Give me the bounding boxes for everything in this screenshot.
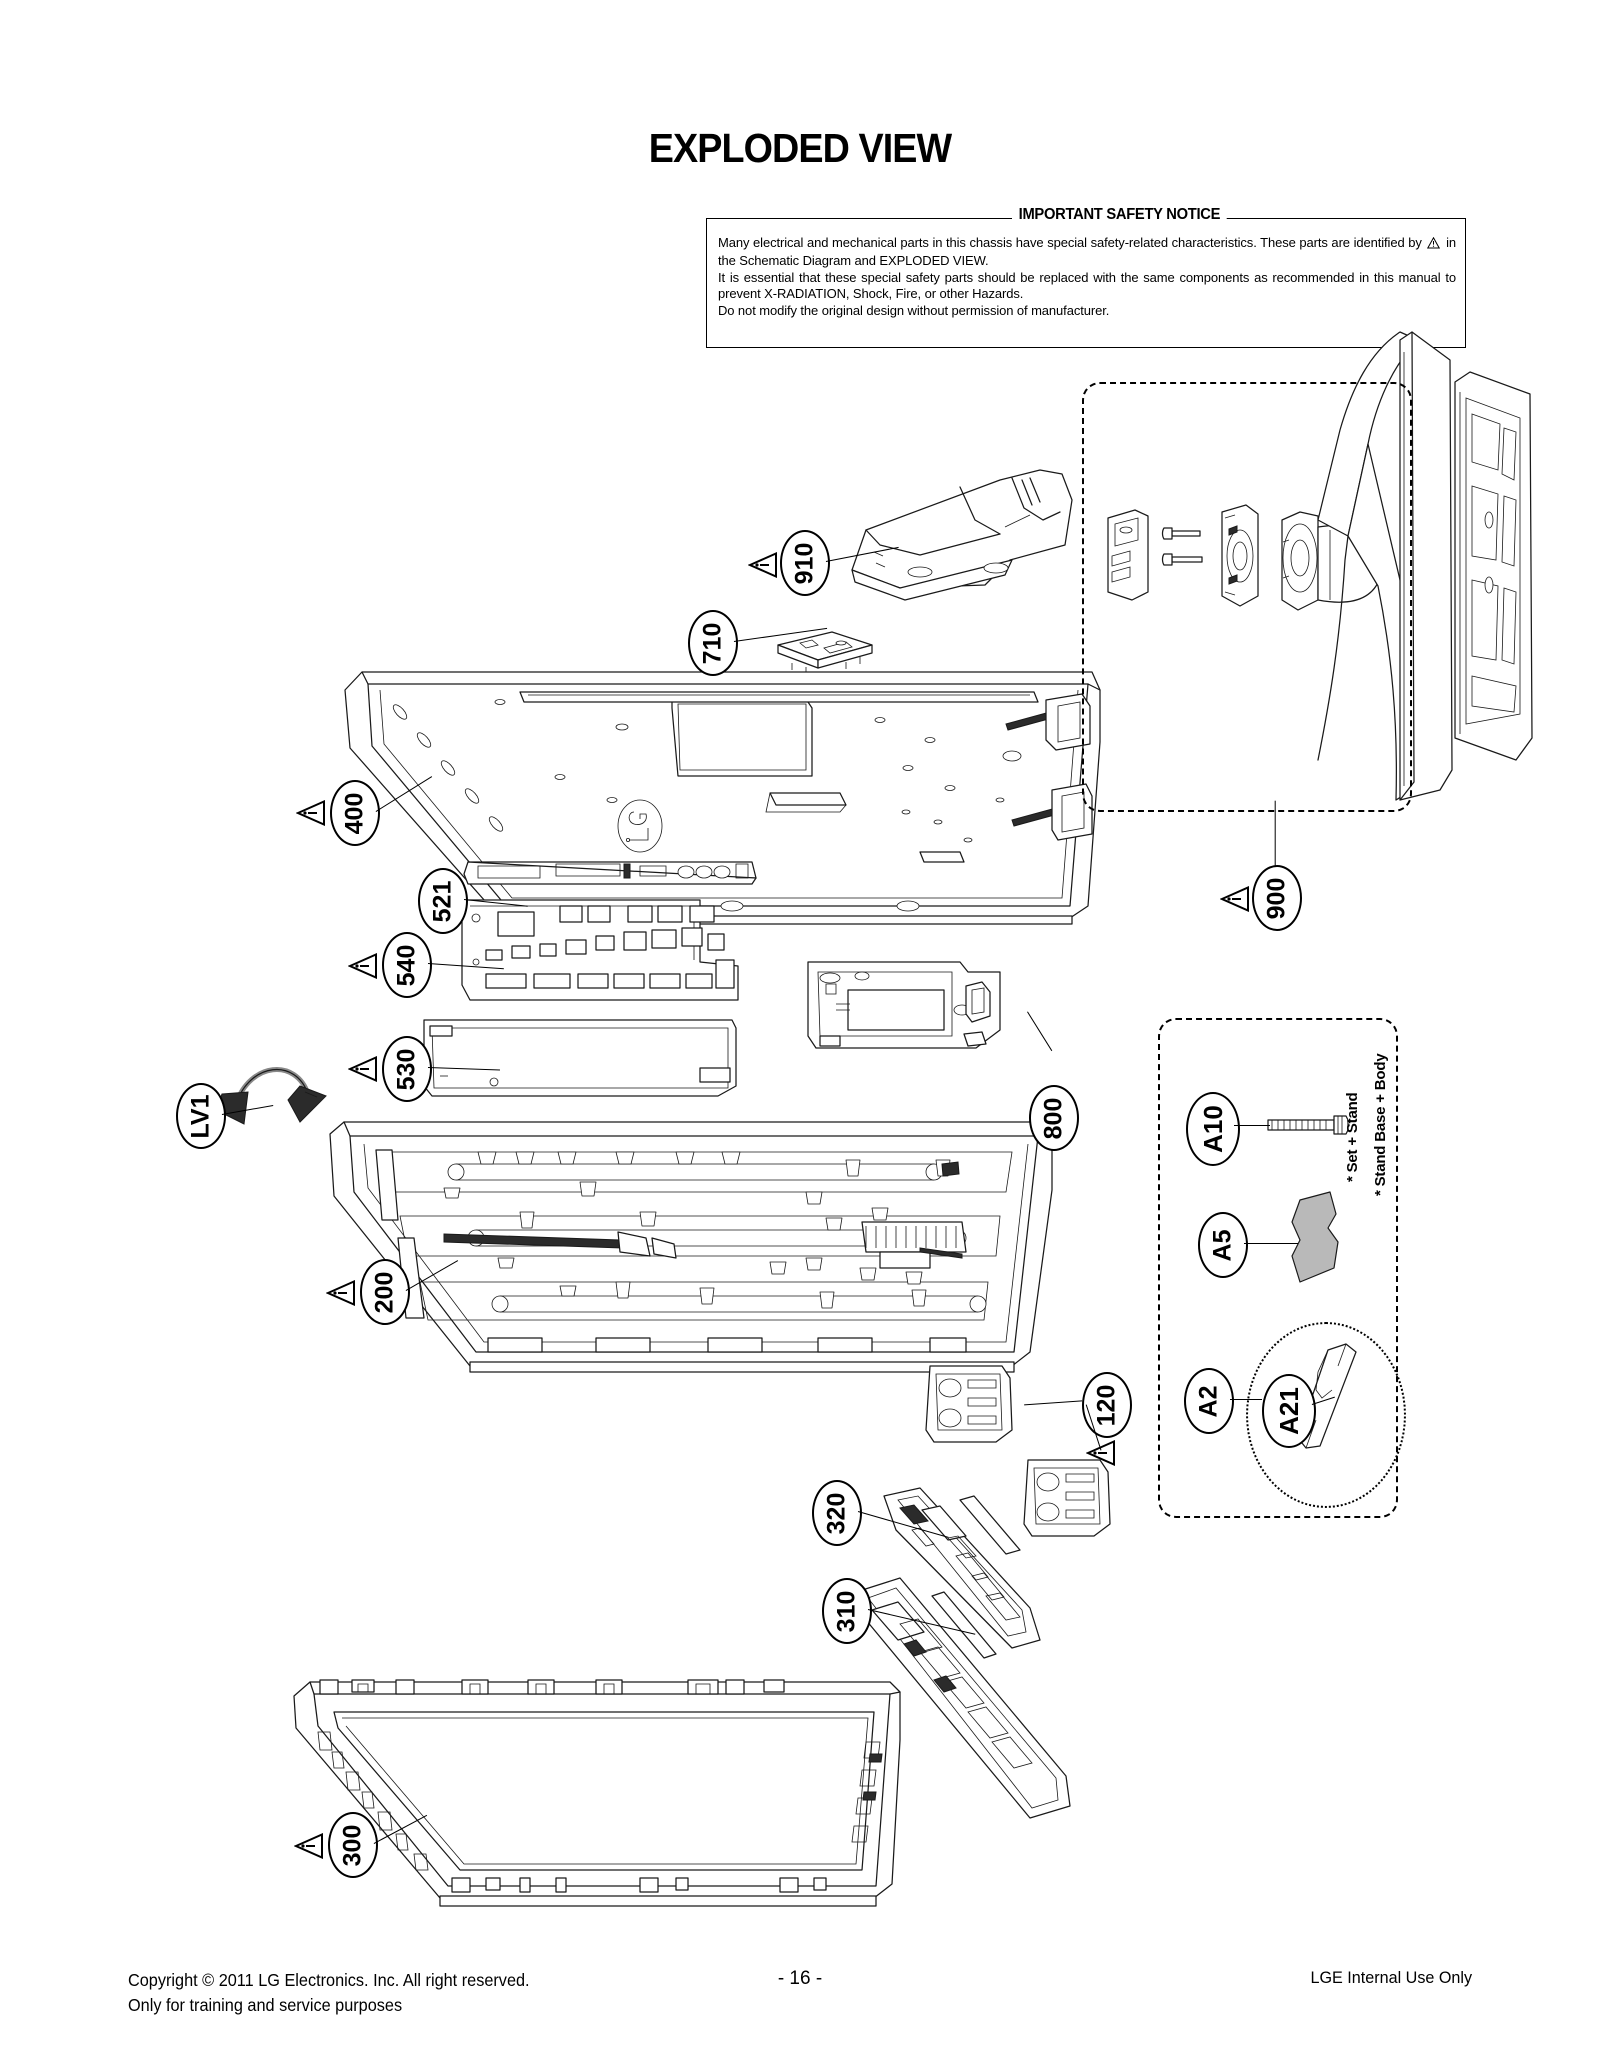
warning-triangle-icon-540 — [348, 953, 378, 979]
footer-internal-use: LGE Internal Use Only — [1310, 1968, 1472, 1987]
footer-copyright-line2: Only for training and service purposes — [128, 1995, 403, 2015]
callout-LV1[interactable] — [176, 1083, 226, 1149]
stand-group-dashed-box — [1082, 382, 1412, 812]
callout-LV1-label: LV1 — [186, 1094, 215, 1138]
part-300-front-bezel — [294, 1680, 900, 1906]
callout-400-label: 400 — [340, 792, 369, 834]
leader-A10 — [1234, 1125, 1270, 1126]
footer-page-number: - 16 - — [777, 1968, 823, 1989]
safety-line-2: It is essential that these special safety parts should be replaced with the same components as recommended in this manual to prevent X-RADIATION, Shock, Fire, or other Hazards. — [718, 269, 1456, 302]
part-521-control-key-bar — [464, 862, 756, 884]
callout-A2[interactable] — [1184, 1368, 1234, 1434]
part-910-stand-neck — [852, 470, 1072, 600]
safety-line-3: Do not modify the original design without permission of manufacturer. — [718, 302, 1110, 318]
leader-A5 — [1244, 1243, 1298, 1244]
callout-800-label: 800 — [1039, 1097, 1068, 1139]
warning-triangle-icon-120 — [1086, 1440, 1116, 1466]
callout-400[interactable] — [330, 780, 380, 846]
callout-200-label: 200 — [370, 1271, 399, 1313]
callout-540-label: 540 — [392, 944, 421, 986]
safety-line-1a: Many electrical and mechanical parts in this chassis have special safety-related characteristics. These parts are identified by — [718, 235, 1422, 250]
callout-900[interactable] — [1252, 865, 1302, 931]
part-800-vesa-bracket — [808, 962, 1000, 1048]
callout-A2-label: A2 — [1194, 1385, 1223, 1417]
callout-310[interactable] — [822, 1578, 872, 1644]
callout-521[interactable] — [418, 868, 468, 934]
callout-A5[interactable] — [1198, 1212, 1248, 1278]
part-710-cable-cover — [778, 632, 872, 674]
accessory-note-1: * Set + Stand — [1344, 1092, 1361, 1182]
leader-900 — [1274, 801, 1275, 867]
callout-320-label: 320 — [822, 1492, 851, 1534]
callout-120-label: 120 — [1092, 1384, 1121, 1426]
accessory-note-2: * Stand Base + Body — [1372, 1053, 1389, 1196]
warning-triangle-icon-910 — [748, 552, 778, 578]
leader-A2 — [1230, 1399, 1262, 1400]
callout-900-label: 900 — [1262, 877, 1291, 919]
callout-320[interactable] — [812, 1480, 862, 1546]
part-540-main-pcb — [462, 900, 738, 1000]
callout-710[interactable] — [688, 610, 738, 676]
warning-triangle-icon-900 — [1220, 886, 1250, 912]
warning-triangle-icon-400 — [296, 800, 326, 826]
callout-910-label: 910 — [790, 542, 819, 584]
footer-copyright-line1: Copyright © 2011 LG Electronics. Inc. All right reserved. — [128, 1970, 530, 1990]
callout-800[interactable] — [1029, 1085, 1079, 1151]
callout-200[interactable] — [360, 1259, 410, 1325]
callout-A21-label: A21 — [1273, 1387, 1304, 1435]
callout-300-label: 300 — [338, 1824, 367, 1866]
page-title: EXPLODED VIEW — [648, 125, 952, 171]
part-530-shield-plate — [424, 1020, 736, 1096]
part-200-chassis-frame — [330, 1122, 1052, 1372]
warning-triangle-icon-300 — [294, 1833, 324, 1859]
callout-300[interactable] — [328, 1812, 378, 1878]
warning-triangle-icon-200 — [326, 1280, 356, 1306]
callout-521-label: 521 — [428, 880, 457, 922]
callout-530-label: 530 — [392, 1048, 421, 1090]
callout-A10[interactable] — [1186, 1092, 1240, 1166]
callout-710-label: 710 — [698, 622, 727, 664]
callout-A21[interactable] — [1262, 1374, 1316, 1448]
callout-310-label: 310 — [832, 1590, 861, 1632]
callout-A5-label: A5 — [1208, 1229, 1237, 1261]
callout-910[interactable] — [780, 530, 830, 596]
safety-notice-legend: IMPORTANT SAFETY NOTICE — [1012, 206, 1227, 224]
callout-530[interactable] — [382, 1036, 432, 1102]
callout-A10-label: A10 — [1197, 1105, 1228, 1153]
part-120-speakers — [926, 1366, 1110, 1536]
callout-540[interactable] — [382, 932, 432, 998]
safety-line-1b: in the Schematic Diagram and EXPLODED VIEW. — [718, 235, 1457, 269]
part-LV1-cable — [216, 1070, 326, 1124]
warning-triangle-icon-530 — [348, 1056, 378, 1082]
callout-120[interactable] — [1082, 1372, 1132, 1438]
